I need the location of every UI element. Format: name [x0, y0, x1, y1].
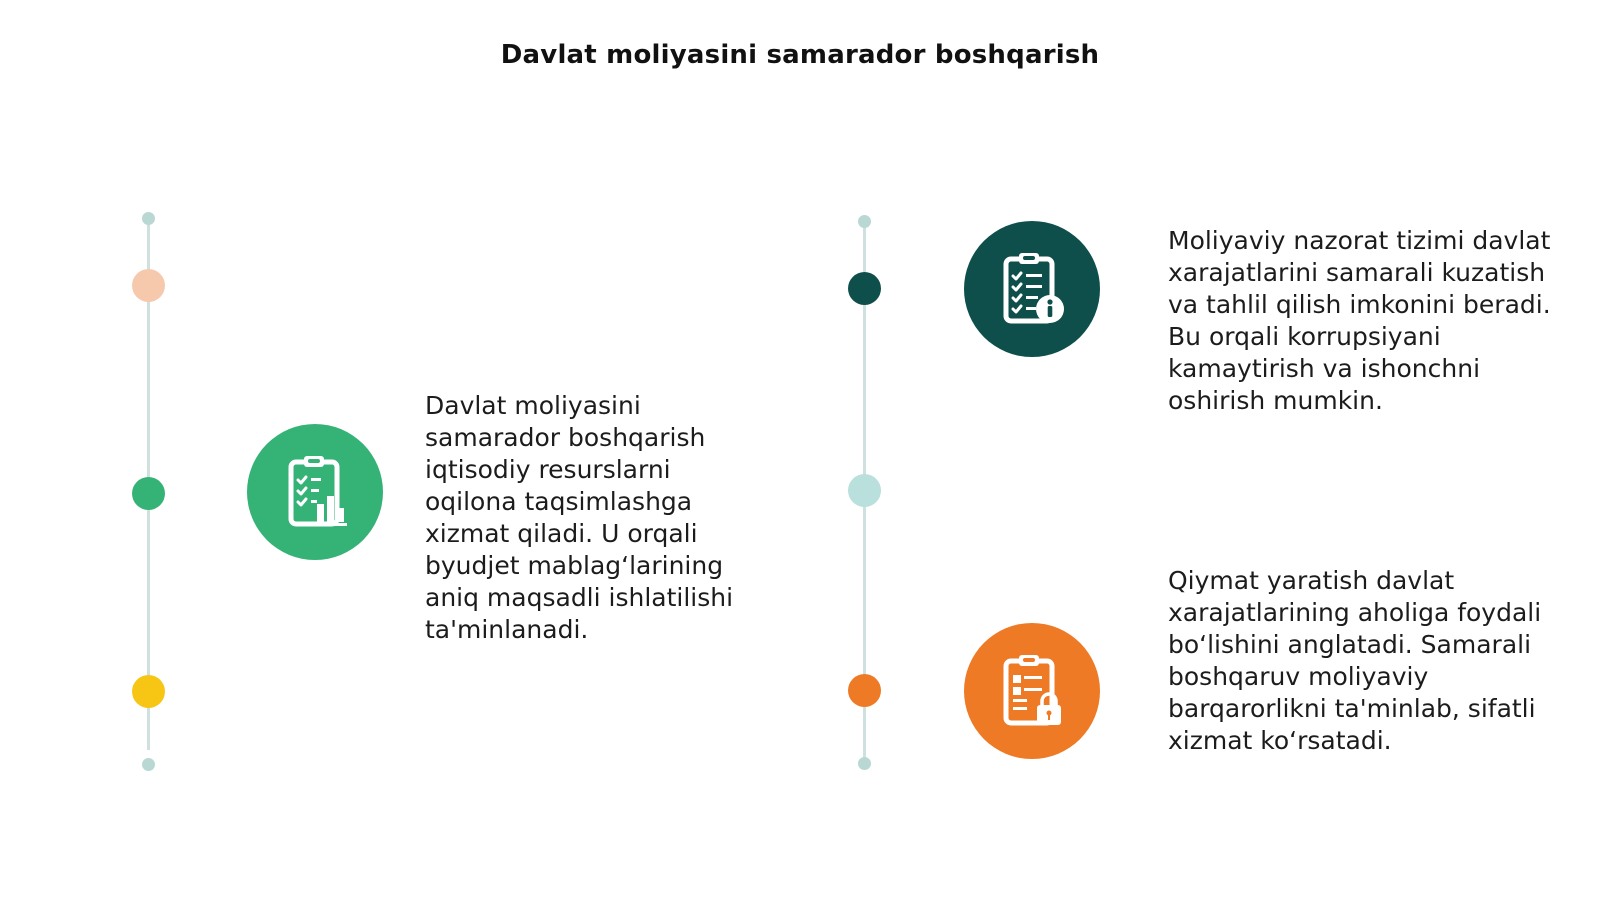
left-timeline-dot-yellow — [132, 675, 165, 708]
left-timeline-dot-green — [132, 477, 165, 510]
item-2-description: Moliyaviy nazorat tizimi davlat xarajatlarini samarali kuzatish va tahlil qilish imkonini beradi. Bu orqali korrupsiyani kamaytirish va ishonchni oshirish mumkin. — [1168, 226, 1551, 415]
clipboard-info-badge — [964, 221, 1100, 357]
right-rail-top-cap — [858, 215, 871, 228]
right-timeline-dot-dark — [848, 272, 881, 305]
right-timeline-dot-orange — [848, 674, 881, 707]
left-timeline-dot-peach — [132, 269, 165, 302]
left-rail-bottom-cap — [142, 758, 155, 771]
item-3-description: Qiymat yaratish davlat xarajatlarining aholiga foydali bo‘lishini anglatadi. Samarali boshqaruv moliyaviy barqarorlikni ta'minlab, sifatli xizmat ko‘rsatadi. — [1168, 566, 1542, 755]
clipboard-lock-badge — [964, 623, 1100, 759]
page-title: Davlat moliyasini samarador boshqarish — [500, 40, 1100, 70]
right-timeline-dot-mint — [848, 474, 881, 507]
item-1-description: Davlat moliyasini samarador boshqarish iqtisodiy resurslarni oqilona taqsimlashga xizmat qiladi. U orqali byudjet mablag‘larining aniq maqsadli ishlatilishi ta'minlanadi. — [425, 391, 734, 644]
clipboard-chart-badge — [247, 424, 383, 560]
clipboard-info-icon — [990, 247, 1074, 331]
clipboard-chart-icon — [273, 450, 357, 534]
left-rail-top-cap — [142, 212, 155, 225]
right-rail-bottom-cap — [858, 757, 871, 770]
clipboard-lock-icon — [990, 649, 1074, 733]
